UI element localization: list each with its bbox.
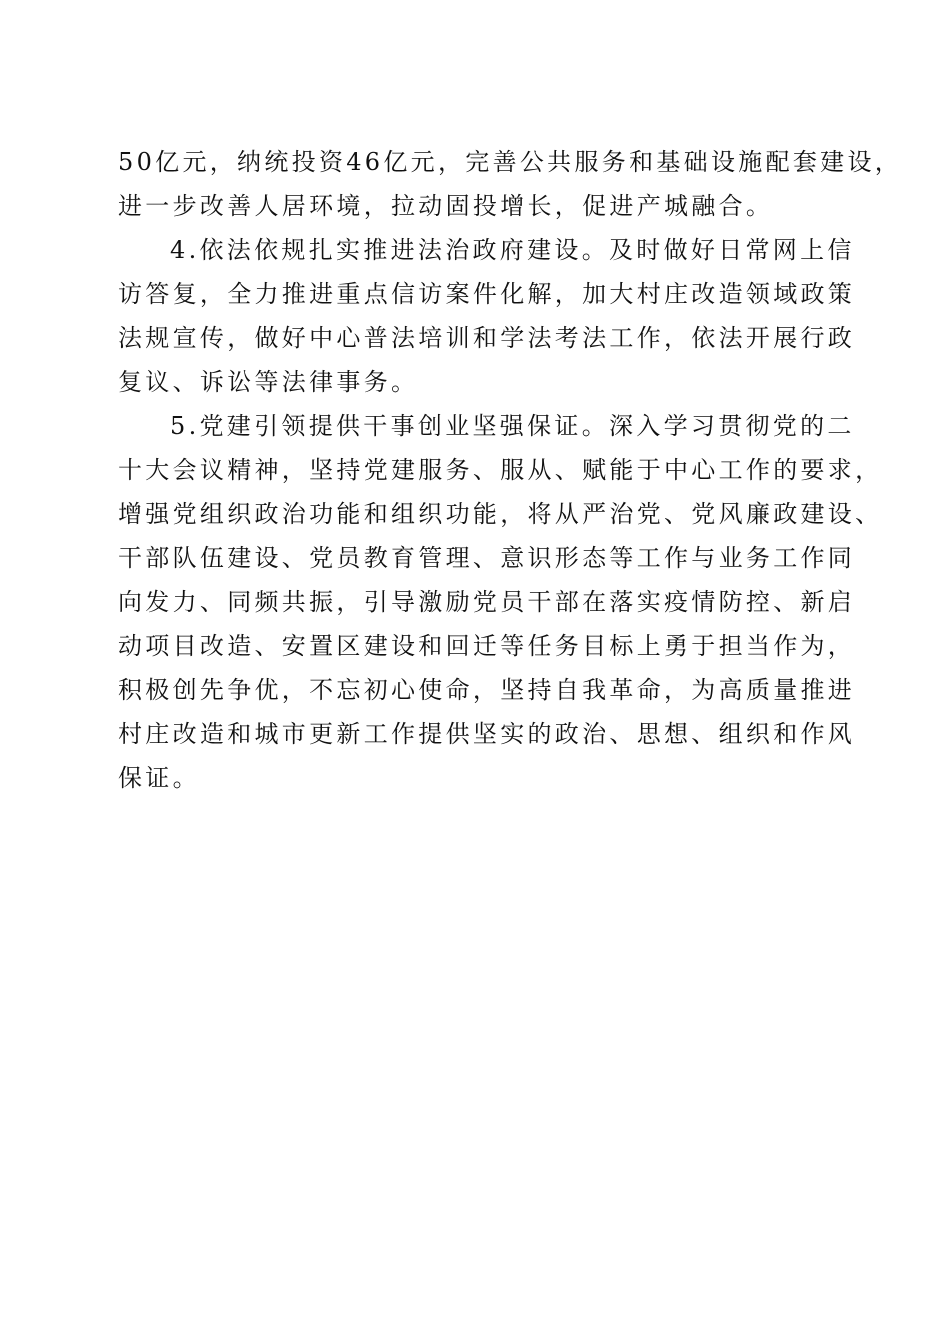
text-line: 干部队伍建设、党员教育管理、意识形态等工作与业务工作同	[118, 544, 856, 572]
text-line: 保证。	[118, 764, 200, 792]
document-body	[118, 140, 903, 800]
text-line: 动项目改造、安置区建设和回迁等任务目标上勇于担当作为，	[118, 632, 856, 660]
text-line: 5.党建引领提供干事创业坚强保证。深入学习贯彻党的二	[170, 412, 855, 440]
text-line: 向发力、同频共振，引导激励党员干部在落实疫情防控、新启	[118, 588, 856, 616]
text-line: 进一步改善人居环境，拉动固投增长，促进产城融合。	[118, 192, 774, 220]
paragraph-item-4	[118, 228, 856, 404]
text-line: 积极创先争优，不忘初心使命，坚持自我革命，为高质量推进	[118, 676, 856, 704]
text-line: 十大会议精神，坚持党建服务、服从、赋能于中心工作的要求，	[118, 456, 883, 484]
text-line: 复议、诉讼等法律事务。	[118, 368, 419, 396]
text-line: 访答复，全力推进重点信访案件化解，加大村庄改造领域政策	[118, 280, 856, 308]
text-line: 4.依法依规扎实推进法治政府建设。及时做好日常网上信	[170, 236, 855, 264]
text-line: 增强党组织政治功能和组织功能，将从严治党、党风廉政建设、	[118, 500, 883, 528]
paragraph-continuation	[118, 140, 903, 228]
text-line: 50亿元，纳统投资46亿元，完善公共服务和基础设施配套建设，	[118, 148, 903, 176]
text-line: 法规宣传，做好中心普法培训和学法考法工作，依法开展行政	[118, 324, 856, 352]
paragraph-item-5	[118, 404, 883, 800]
text-line: 村庄改造和城市更新工作提供坚实的政治、思想、组织和作风	[118, 720, 856, 748]
